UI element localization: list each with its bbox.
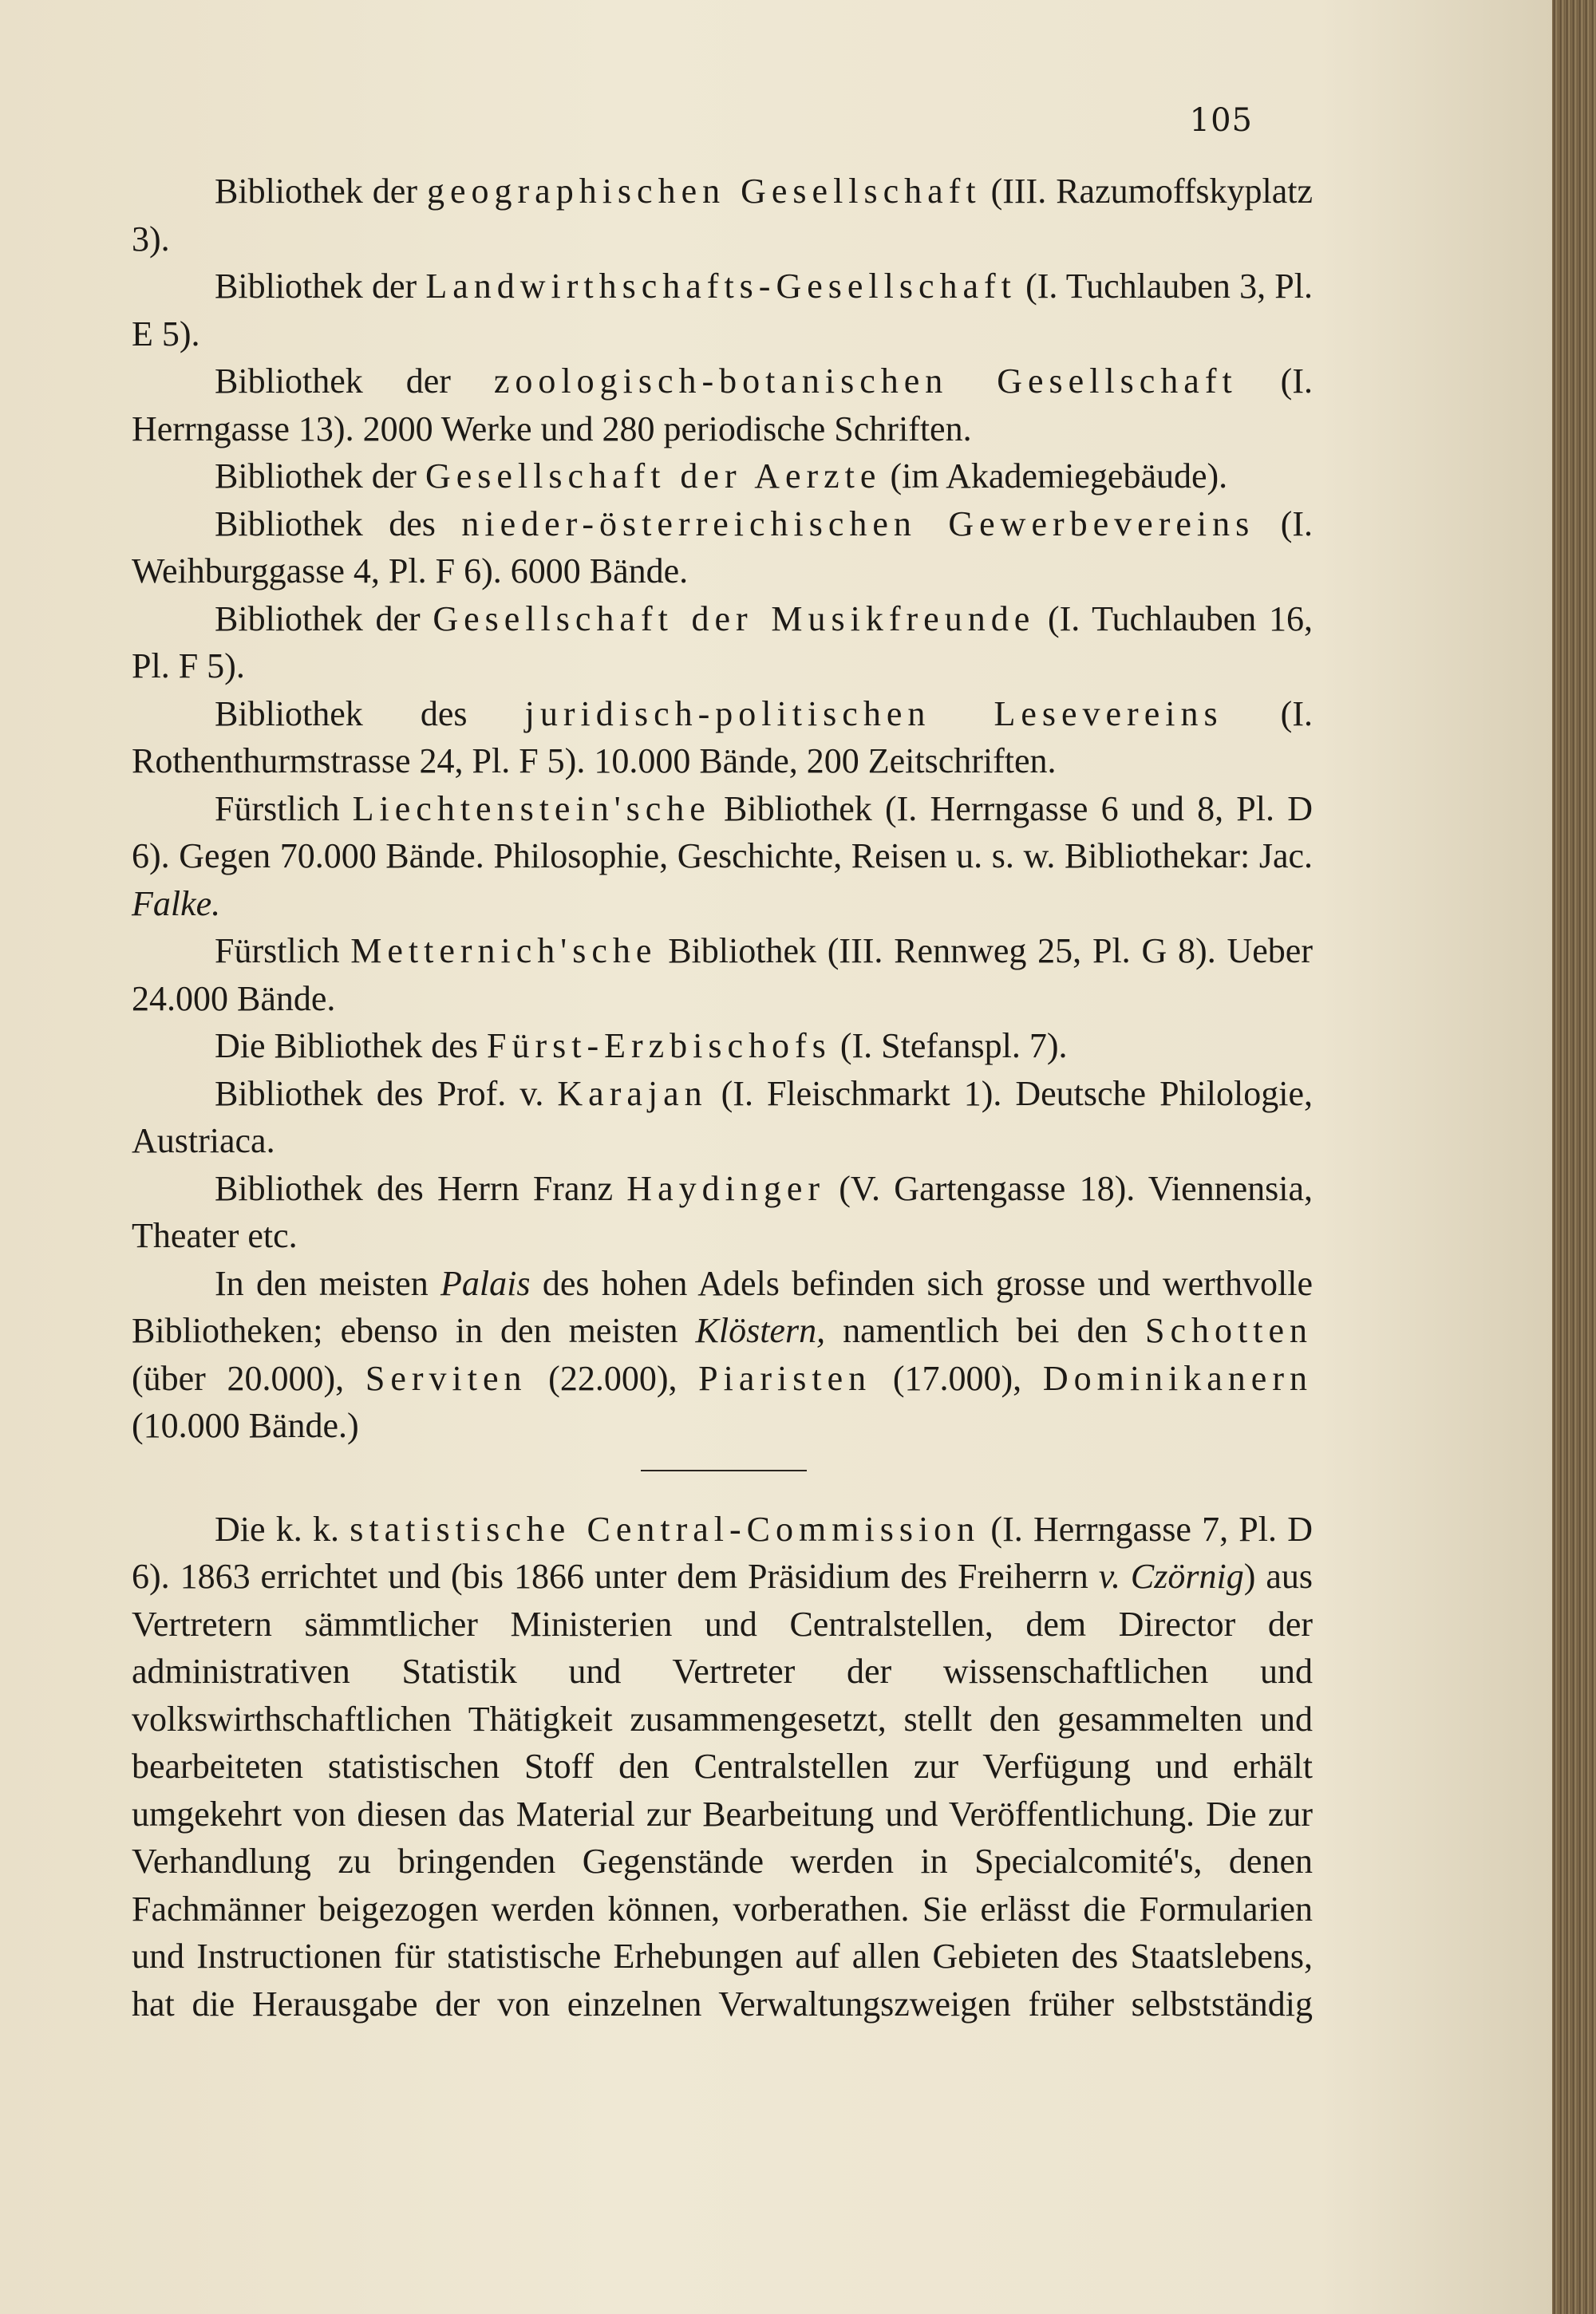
- book-edge: [1552, 0, 1596, 2314]
- entry-aerzte: Bibliothek der Gesellschaft der Aerzte (im Akademiegebäude).: [215, 456, 1228, 496]
- entry-karajan: Bibliothek des Prof. v. Karajan (I. Fleischmarkt 1). Deutsche Philologie, Austriaca.: [132, 1073, 1313, 1160]
- commission-paragraph: Die k. k. statistische Central-Commission (I. Herrngasse 7, Pl. D 6). 1863 errichtet und (bis 1866 unter dem Präsidium des Freiherrn v. Czörnig) aus Vertretern sämmtlicher Ministerien und Centralstellen, dem Director der administrativen Statistik und Vertreter der wissenschaftlichen und volkswirthschaftlichen Thätigkeit zusammengesetzt, stellt den gesammelten und bearbeiteten statistischen Stoff den Centralstellen zur Verfügung und erhält umgekehrt von diesen das Material zur Bearbeitung und Veröffentlichung. Die zur Verhandlung zu bringenden Gegenstände werden in Specialcomité's, denen Fachmänner beigezogen werden können, vorberathen. Sie erlässt die Formularien und Instructionen für statistische Erhebungen auf allen Gebieten des Staatslebens, hat die Herausgabe der von einzelnen Verwaltungszweigen früher selbstständig: [132, 1509, 1314, 2024]
- entry-musikfreunde: Bibliothek der Gesellschaft der Musikfreunde (I. Tuchlauben 16, Pl. F 5).: [132, 598, 1313, 685]
- entry-leseverein: Bibliothek des juridisch-politischen Lesevereins (I. Rothenthurmstrasse 24, Pl. F 5). 10.000 Bände, 200 Zeitschriften.: [132, 693, 1313, 780]
- entry-geographische: Bibliothek der geographischen Gesellschaft (III. Razumoffskyplatz 3).: [132, 172, 1313, 259]
- entry-haydinger: Bibliothek des Herrn Franz Haydinger (V. Gartengasse 18). Viennensia, Theater etc.: [132, 1168, 1314, 1255]
- entry-erzbischof: Die Bibliothek des Fürst-Erzbischofs (I. Stefanspl. 7).: [215, 1026, 1068, 1065]
- page-number: 105: [1189, 102, 1253, 139]
- body-text: [132, 168, 1313, 2028]
- entry-liechtenstein: Fürstlich Liechtenstein'sche Bibliothek (I. Herrngasse 6 und 8, Pl. D 6). Gegen 70.000 Bände. Philosophie, Geschichte, Reisen u. s. w. Bibliothekar: Jac. Falke.: [132, 788, 1313, 923]
- entry-zoologisch: Bibliothek der zoologisch-botanischen Gesellschaft (I. Herrngasse 13). 2000 Werke und 280 periodische Schriften.: [132, 361, 1313, 448]
- closing-paragraph: In den meisten Palais des hohen Adels befinden sich grosse und werthvolle Bibliotheken; ebenso in den meisten Klöstern, namentlich bei den Schotten (über 20.000), Serviten (22.000), Piaristen (17.000), Dominikanern (10.000 Bände.): [132, 1263, 1313, 1445]
- entry-gewerbeverein: Bibliothek des nieder-österreichischen Gewerbevereins (I. Weihburggasse 4, Pl. F 6). 6000 Bände.: [132, 503, 1313, 590]
- entry-metternich: Fürstlich Metternich'sche Bibliothek (III. Rennweg 25, Pl. G 8). Ueber 24.000 Bände.: [132, 931, 1313, 1018]
- section-divider: [641, 1470, 807, 1471]
- entry-landwirthschaft: Bibliothek der Landwirthschafts-Gesellschaft (I. Tuchlauben 3, Pl. E 5).: [132, 267, 1313, 353]
